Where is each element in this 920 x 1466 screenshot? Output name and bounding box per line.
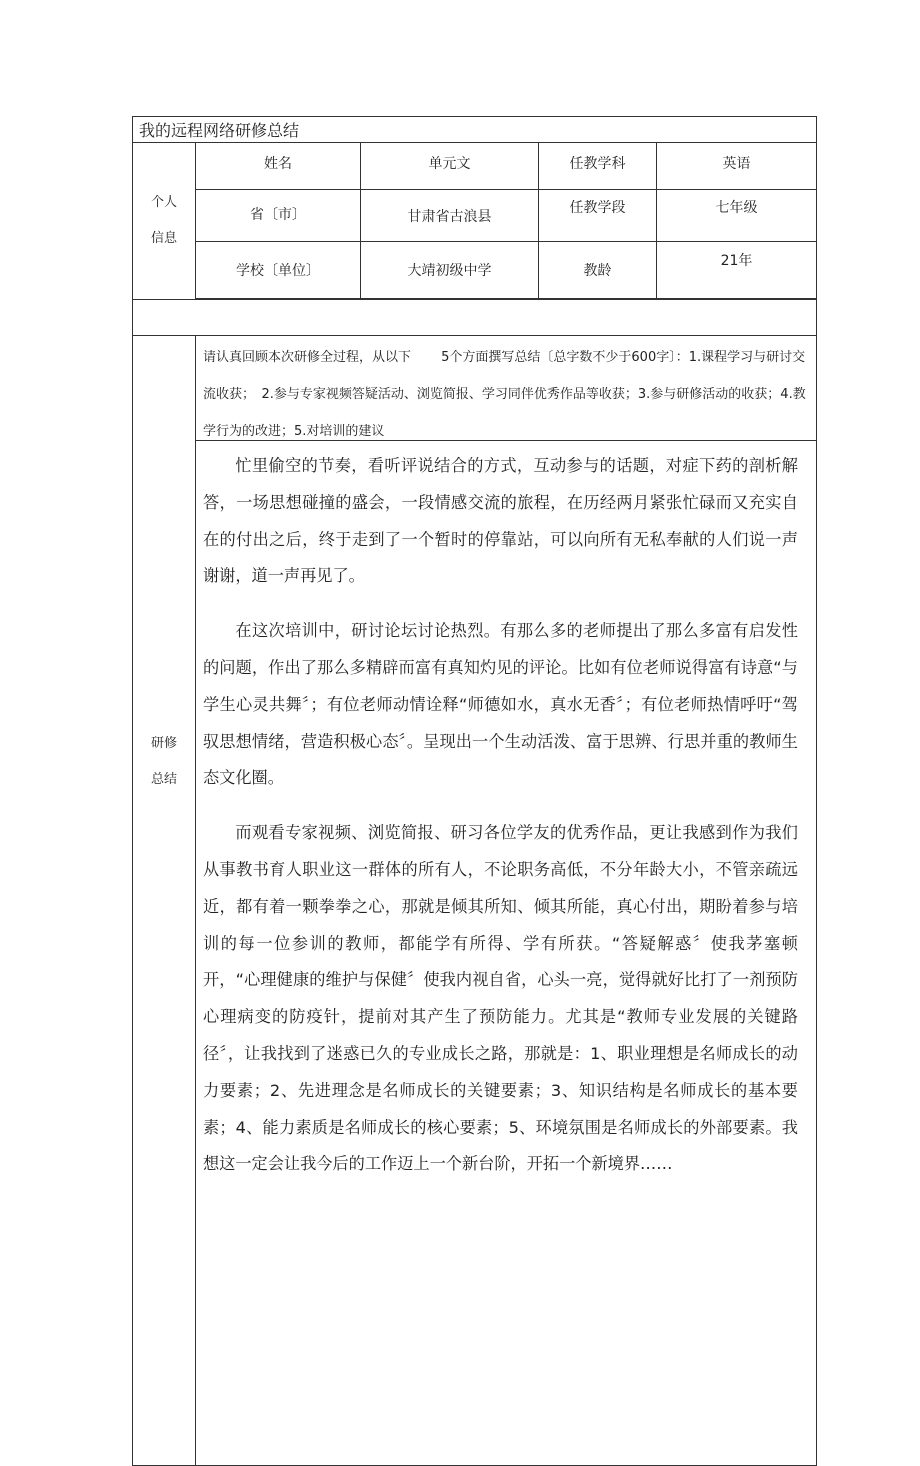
form-title: 我的远程网络研修总结 <box>139 121 300 140</box>
summary-section <box>133 336 816 1465</box>
empty-row <box>133 299 816 336</box>
column-divider <box>195 143 196 299</box>
info-row-name <box>195 143 816 190</box>
summary-paragraph: 而观看专家视频、浏览简报、研习各位学友的优秀作品，更让我感到作为我们从事教书育人职业这一群体的所有人，不论职务高低，不分年龄大小，不管亲疏远近，都有着一颗拳拳之心，那就是倾其所知、倾其所能，真心付出，期盼着参与培训的每一位参训的教师，都能学有所得、学有所获。“答疑解惑〞使我茅塞顿开，“心理健康的维护与保健〞使我内视自省，心头一亮，觉得就好比打了一剂预防心理病变的防疫针，提前对其产生了预防能力。尤其是“教师专业发展的关键路径〞，让我找到了迷惑已久的专业成长之路，那就是：1、职业理想是名师成长的动力要素；2、先进理念是名师成长的关键要素；3、知识结构是名师成长的基本要素；4、能力素质是名师成长的核心要素；5、环境氛围是名师成长的外部要素。我想这一定会让我今后的工作迈上一个新台阶，开拓一个新境界…… <box>203 823 798 1174</box>
name-label: 姓名 <box>195 143 360 189</box>
school-value: 大靖初级中学 <box>360 242 538 298</box>
grade-value: 七年级 <box>656 190 816 241</box>
summary-instructions: 请认真回顾本次研修全过程，从以下 5个方面撰写总结〔总字数不少于600字〕：1.课程学习与研讨交流收获； 2.参与专家视频答疑活动、浏览简报、学习同伴优秀作品等收获；3.参与研修活动的收获；4.教学行为的改进；5.对培训的建议 <box>203 350 806 439</box>
subject-label: 任教学科 <box>538 143 656 189</box>
summary-form-table <box>132 116 817 1466</box>
grade-label: 任教学段 <box>538 190 656 241</box>
info-row-school <box>195 242 816 299</box>
instructions-divider <box>195 440 816 441</box>
title-row <box>133 117 816 143</box>
teaching-years-label: 教龄 <box>538 242 656 298</box>
summary-paragraph: 在这次培训中，研讨论坛讨论热烈。有那么多的老师提出了那么多富有启发性的问题，作出了那么多精辟而富有真知灼见的评论。比如有位老师说得富有诗意“与学生心灵共舞〞；有位老师动情诠释“师德如水，真水无香〞；有位老师热情呼吁“驾驭思想情绪，营造积极心态〞。呈现出一个生动活泼、富于思辨、行思并重的教师生态文化圈。 <box>203 621 798 788</box>
info-row-province <box>195 190 816 242</box>
column-divider <box>195 336 196 1465</box>
summary-paragraph: 忙里偷空的节奏，看听评说结合的方式，互动参与的话题，对症下药的剖析解答，一场思想碰撞的盛会，一段情感交流的旅程，在历经两月紧张忙碌而又充实自在的付出之后，终于走到了一个暂时的停靠站，可以向所有无私奉献的人们说一声谢谢，道一声再见了。 <box>203 456 798 586</box>
personal-info-label: 个人 信息 <box>150 195 177 246</box>
province-value: 甘肃省古浪县 <box>360 190 538 241</box>
summary-label: 研修 总结 <box>150 736 177 787</box>
province-label: 省〔市〕 <box>195 190 360 241</box>
subject-value: 英语 <box>656 143 816 189</box>
name-value: 单元文 <box>360 143 538 189</box>
personal-info-section <box>133 143 816 299</box>
teaching-years-value: 21年 <box>656 242 816 298</box>
summary-text <box>203 448 798 1183</box>
school-label: 学校〔单位〕 <box>195 242 360 298</box>
